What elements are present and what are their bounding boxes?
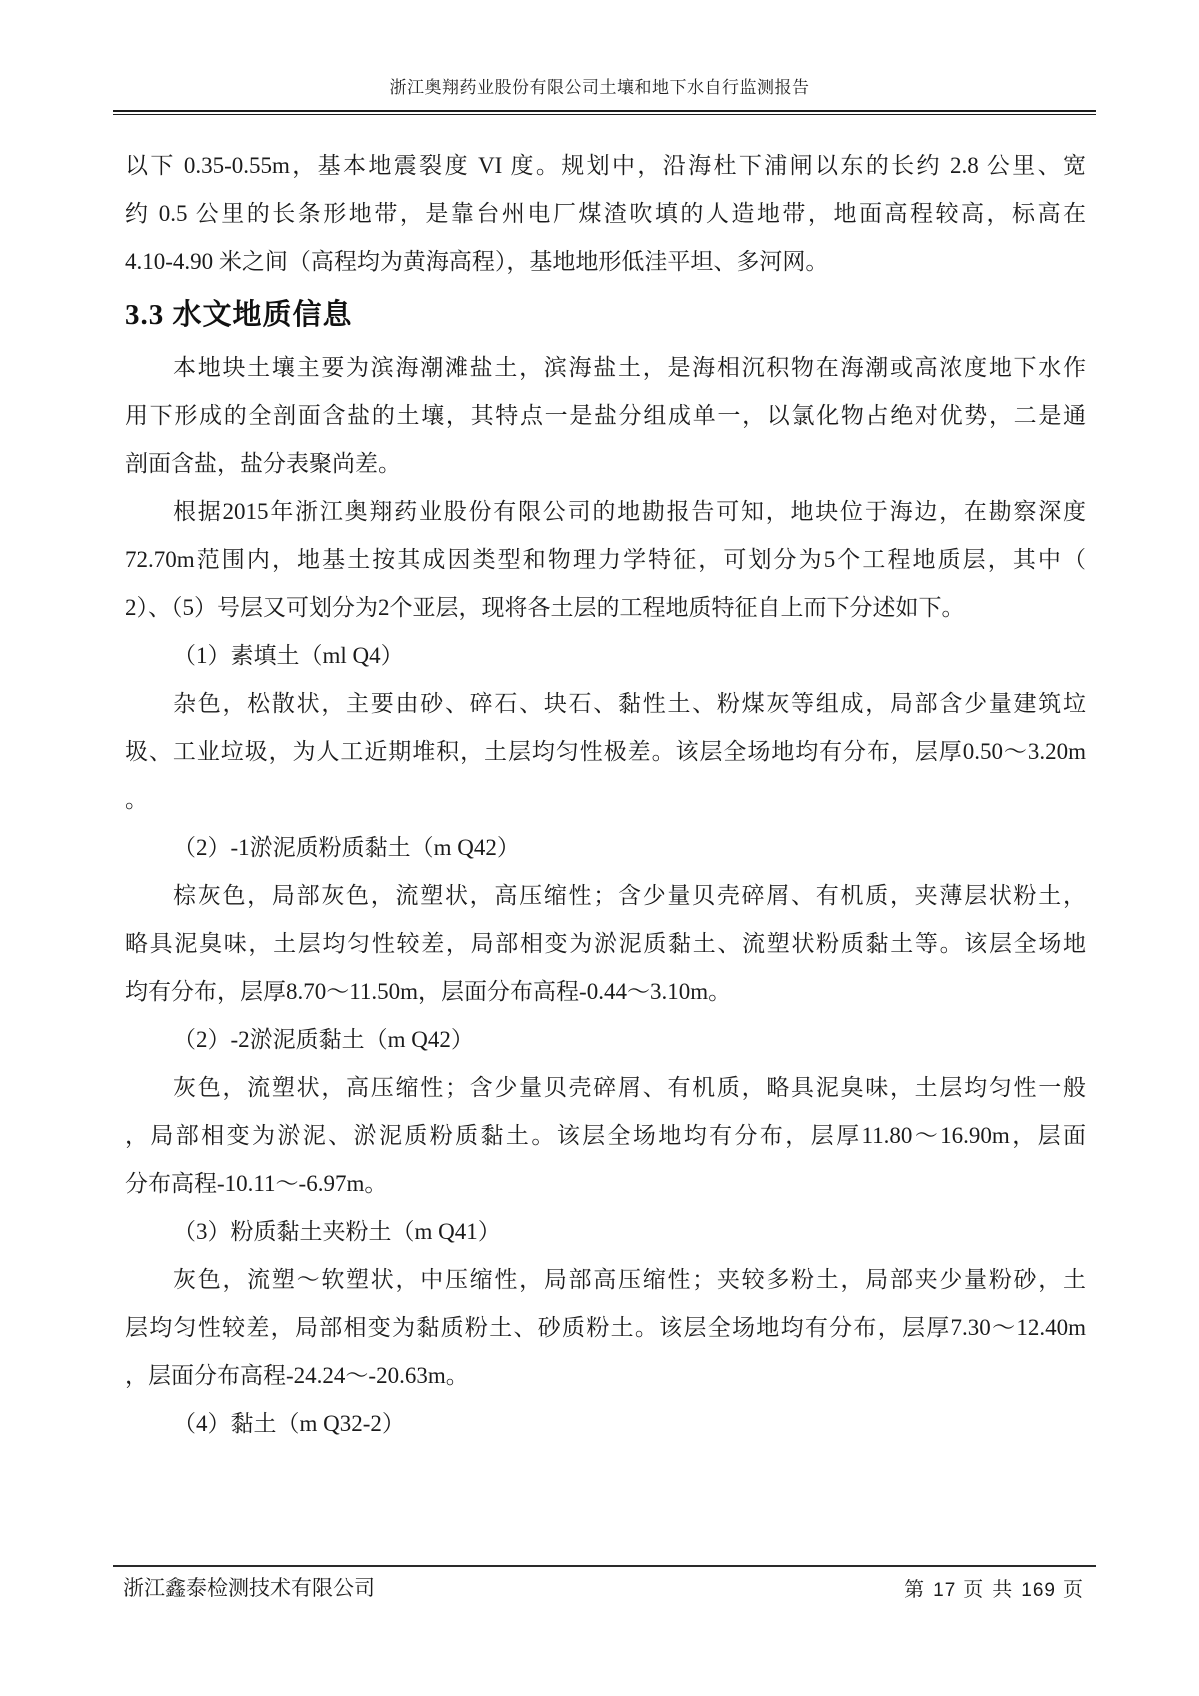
soil-layer-item: （1）素填土（ml Q4） (173, 643, 404, 668)
header-title: 浙江奥翔药业股份有限公司土壤和地下水自行监测报告 (389, 78, 810, 97)
header-rule (113, 110, 1096, 115)
paragraph-line: 用下形成的全剖面含盐的土壤，其特点一是盐分组成单一，以氯化物占绝对优势，二是通 (125, 403, 1086, 428)
paragraph-line: 2）、（5）号层又可划分为2个亚层，现将各土层的工程地质特征自上而下分述如下。 (125, 595, 965, 620)
paragraph-line: 棕灰色，局部灰色，流塑状，高压缩性；含少量贝壳碎屑、有机质，夹薄层状粉土， (173, 883, 1086, 908)
paragraph-line: 杂色，松散状，主要由砂、碎石、块石、黏性土、粉煤灰等组成，局部含少量建筑垃 (173, 691, 1086, 716)
soil-layer-item: （3）粉质黏土夹粉土（m Q41） (173, 1219, 501, 1244)
page-total: 169 (1021, 1579, 1056, 1601)
paragraph-line: 。 (125, 787, 148, 812)
page-number (904, 1573, 1085, 1602)
paragraph-line: 分布高程-10.11～-6.97m。 (125, 1171, 388, 1196)
paragraph-line: 圾、工业垃圾，为人工近期堆积，土层均匀性极差。该层全场地均有分布，层厚0.50～3.20m (125, 739, 1086, 764)
soil-layer-item: （2）-2淤泥质黏土（m Q42） (173, 1027, 474, 1052)
soil-layer-item: （4）黏土（m Q32-2） (173, 1411, 405, 1436)
page-label-prefix: 第 (904, 1578, 927, 1601)
paragraph-line: 以下 0.35-0.55m，基本地震裂度 VI 度。规划中，沿海杜下浦闸以东的长约 2.8 公里、宽 (125, 153, 1086, 178)
paragraph-line: 约 0.5 公里的长条形地带，是靠台州电厂煤渣吹填的人造地带，地面高程较高，标高在 (125, 201, 1086, 226)
document-body (125, 142, 1086, 1448)
paragraph-line: 4.10-4.90 米之间（高程均为黄海高程），基地地形低洼平坦、多河网。 (125, 249, 829, 274)
footer-rule (113, 1565, 1096, 1567)
page-label-mid: 页 共 (963, 1578, 1015, 1601)
footer-company: 浙江鑫泰检测技术有限公司 (123, 1576, 375, 1600)
paragraph-line: 72.70m范围内，地基土按其成因类型和物理力学特征，可划分为5个工程地质层，其中（ (125, 547, 1086, 572)
paragraph-line: 灰色，流塑状，高压缩性；含少量贝壳碎屑、有机质，略具泥臭味，土层均匀性一般 (173, 1075, 1086, 1100)
paragraph-line: 层均匀性较差，局部相变为黏质粉土、砂质粉土。该层全场地均有分布，层厚7.30～12.40m (125, 1315, 1086, 1340)
soil-layer-item: （2）-1淤泥质粉质黏土（m Q42） (173, 835, 520, 860)
paragraph-line: ，局部相变为淤泥、淤泥质粉质黏土。该层全场地均有分布，层厚11.80～16.90m，层面 (125, 1123, 1086, 1148)
paragraph-line: ，层面分布高程-24.24～-20.63m。 (125, 1363, 469, 1388)
paragraph-line: 略具泥臭味，土层均匀性较差，局部相变为淤泥质黏土、流塑状粉质黏土等。该层全场地 (125, 931, 1086, 956)
paragraph-line: 根据2015年浙江奥翔药业股份有限公司的地勘报告可知，地块位于海边，在勘察深度 (173, 499, 1086, 524)
footer (113, 1572, 1085, 1602)
paragraph-line: 均有分布，层厚8.70～11.50m，层面分布高程-0.44～3.10m。 (125, 979, 732, 1004)
paragraph-line: 灰色，流塑～软塑状，中压缩性，局部高压缩性；夹较多粉土，局部夹少量粉砂，土 (173, 1267, 1086, 1292)
page-label-suffix: 页 (1063, 1578, 1085, 1601)
page-current: 17 (933, 1579, 957, 1601)
paragraph-line: 本地块土壤主要为滨海潮滩盐土，滨海盐土，是海相沉积物在海潮或高浓度地下水作 (173, 355, 1086, 380)
paragraph-line: 剖面含盐，盐分表聚尚差。 (125, 451, 401, 476)
section-heading: 3.3 水文地质信息 (125, 299, 353, 331)
